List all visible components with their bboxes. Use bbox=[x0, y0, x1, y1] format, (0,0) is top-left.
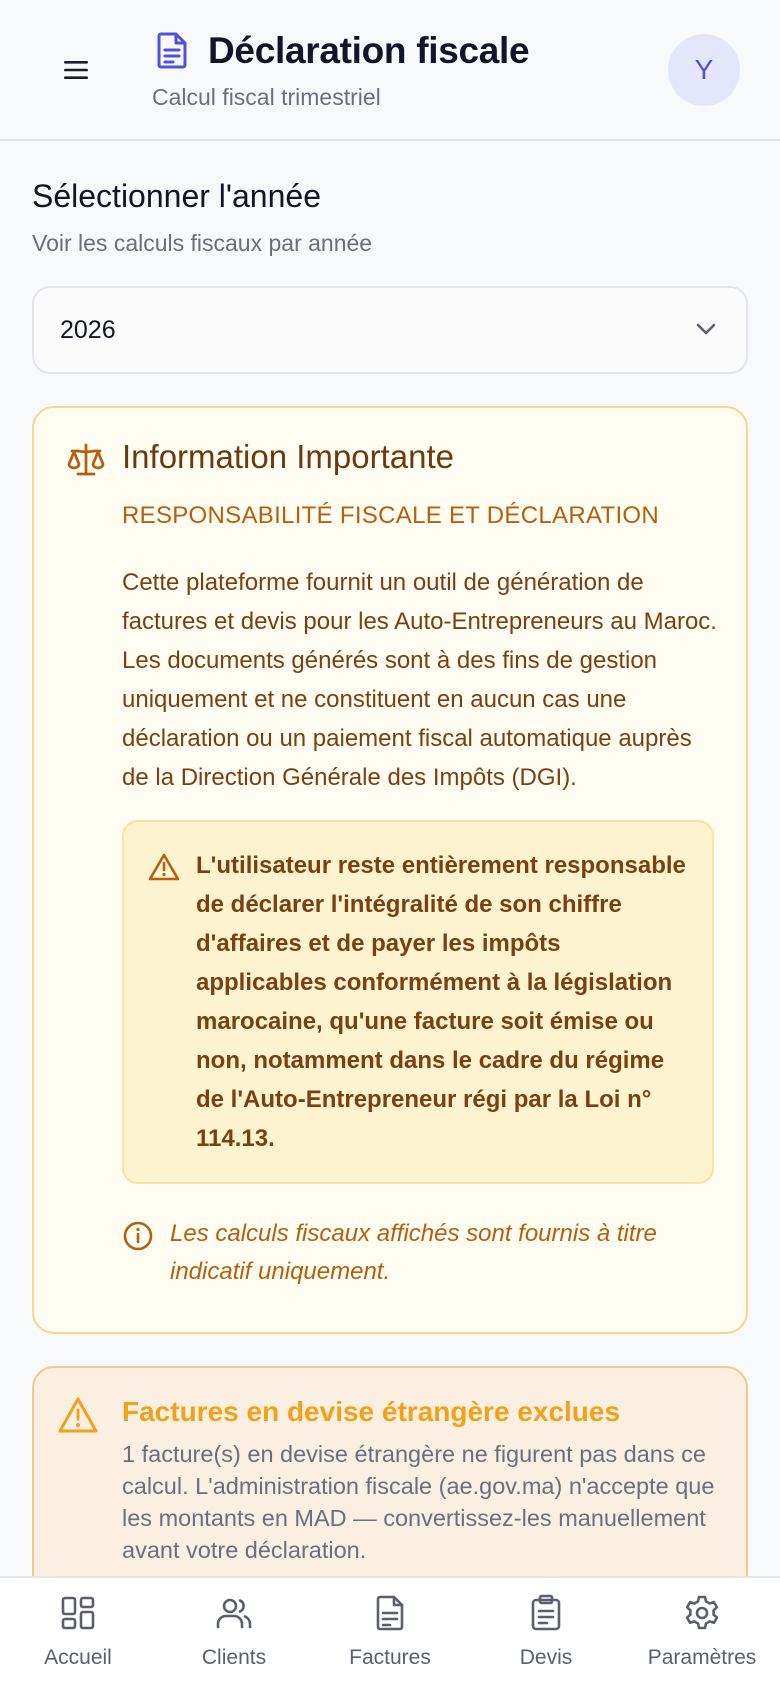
info-card-body: Cette plateforme fournit un outil de génération de factures et devis pour les Auto-Entrepreneurs au Maroc. Les documents générés sont à des fins de gestion uniquement et ne constituent en aucun cas une déclaration ou un paiement fiscal automatique auprès de la Direction Générale des Impôts (DGI). bbox=[122, 569, 717, 791]
chevron-down-icon bbox=[688, 316, 724, 344]
nav-item-factures[interactable] bbox=[312, 1594, 468, 1680]
nav-label: Factures bbox=[349, 1646, 431, 1669]
menu-button[interactable] bbox=[58, 54, 94, 86]
nav-label: Clients bbox=[201, 1646, 267, 1669]
warning-icon bbox=[58, 1396, 98, 1434]
foreign-currency-body: 1 facture(s) en devise étrangère ne figurent pas dans ce calcul. L'administration fiscale (ae.gov.ma) n'accepte que les montants en MAD — convertissez-les manuellement avant votre déclaration. bbox=[122, 1441, 715, 1563]
info-icon bbox=[122, 1220, 154, 1252]
clipboard-icon bbox=[527, 1594, 565, 1632]
users-icon bbox=[215, 1594, 253, 1632]
nav-label: Accueil bbox=[44, 1646, 112, 1669]
responsibility-warning-text: L'utilisateur reste entièrement responsable de déclarer l'intégralité de son chiffre d'affaires et de payer les impôts applicables conformément à la législation marocaine, qu'une facture soit émise ou non, notamment dans le cadre du régime de l'Auto-Entrepreneur régi par la Loi n° 114.13. bbox=[196, 852, 686, 1152]
year-section-title: Sélectionner l'année bbox=[32, 178, 321, 214]
scale-icon bbox=[66, 440, 106, 480]
nav-item-clients[interactable] bbox=[156, 1594, 312, 1680]
foreign-currency-title: Factures en devise étrangère exclues bbox=[122, 1396, 621, 1427]
warning-icon bbox=[148, 852, 180, 882]
info-card-kicker: RESPONSABILITÉ FISCALE ET DÉCLARATION bbox=[122, 502, 660, 529]
document-icon bbox=[152, 30, 192, 70]
invoice-icon bbox=[371, 1594, 409, 1632]
page-title: Déclaration fiscale bbox=[208, 30, 530, 71]
nav-item-devis[interactable] bbox=[468, 1594, 624, 1680]
nav-label: Devis bbox=[519, 1646, 573, 1669]
nav-item-accueil[interactable] bbox=[0, 1594, 156, 1680]
indicative-note: Les calculs fiscaux affichés sont fournis à titre indicatif uniquement. bbox=[170, 1220, 657, 1285]
avatar[interactable]: Y bbox=[668, 34, 740, 106]
year-select[interactable] bbox=[32, 286, 748, 374]
nav-item-parametres[interactable] bbox=[624, 1594, 780, 1680]
nav-label: Paramètres bbox=[647, 1646, 757, 1669]
year-section-subtitle: Voir les calculs fiscaux par année bbox=[32, 230, 373, 256]
info-card-title: Information Importante bbox=[122, 438, 454, 475]
gear-icon bbox=[683, 1594, 721, 1632]
dashboard-icon bbox=[59, 1594, 97, 1632]
hamburger-icon bbox=[62, 59, 90, 81]
page-subtitle: Calcul fiscal trimestriel bbox=[152, 84, 381, 110]
year-select-value: 2026 bbox=[60, 316, 116, 344]
